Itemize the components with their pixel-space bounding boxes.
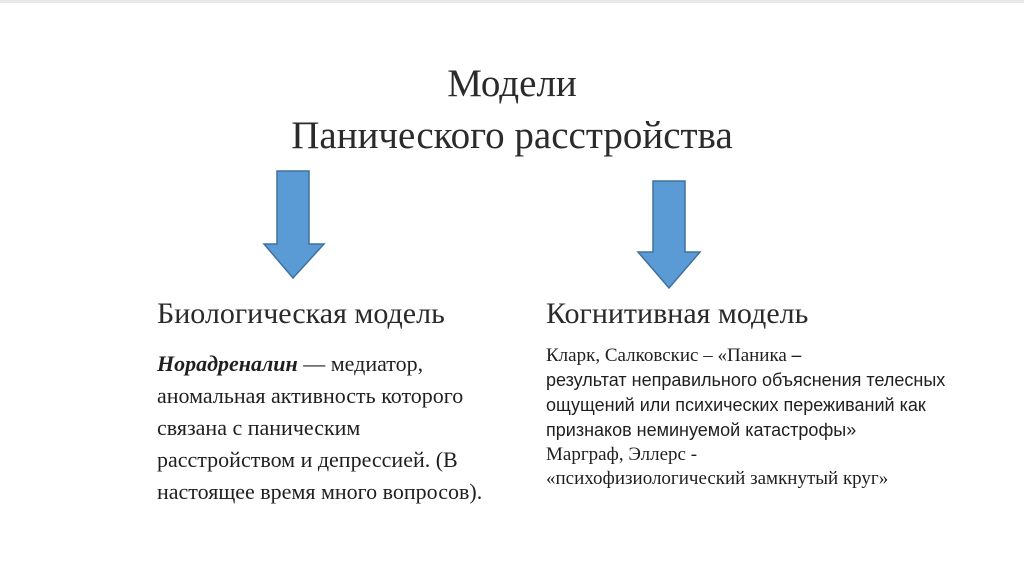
quote-panic-body: результат неправильного объяснения телесных ощущений или психических переживаний как признаков неминуемой катастрофы» bbox=[546, 370, 946, 440]
quote-panic-open: «Паника bbox=[717, 345, 787, 366]
noradrenaline-term: Норадреналин bbox=[157, 351, 298, 376]
quote-dash: – bbox=[786, 345, 802, 366]
quote-psychophysiological-circle: «психофизиологический замкнутый круг» bbox=[546, 468, 889, 489]
slide-title bbox=[0, 58, 1024, 162]
biological-model-description bbox=[157, 348, 497, 508]
right-down-arrow-icon bbox=[636, 180, 702, 290]
cognitive-model-description bbox=[546, 344, 946, 491]
biological-model-heading: Биологическая модель bbox=[157, 297, 445, 330]
biological-model-text: — медиатор, аномальная активность которого связана с паническим расстройством и депрессией. (В настоящее время много вопросов). bbox=[157, 351, 483, 504]
authors-margraf-ehlers: Марграф, Эллерс - bbox=[546, 444, 698, 465]
top-rule bbox=[0, 0, 1024, 3]
authors-clark-salkovskis: Кларк, Салковскис – bbox=[546, 345, 718, 366]
cognitive-model-heading: Когнитивная модель bbox=[546, 297, 809, 330]
left-down-arrow-icon bbox=[262, 170, 326, 280]
title-line-2: Панического расстройства bbox=[291, 114, 733, 157]
title-line-1: Модели bbox=[447, 62, 577, 105]
